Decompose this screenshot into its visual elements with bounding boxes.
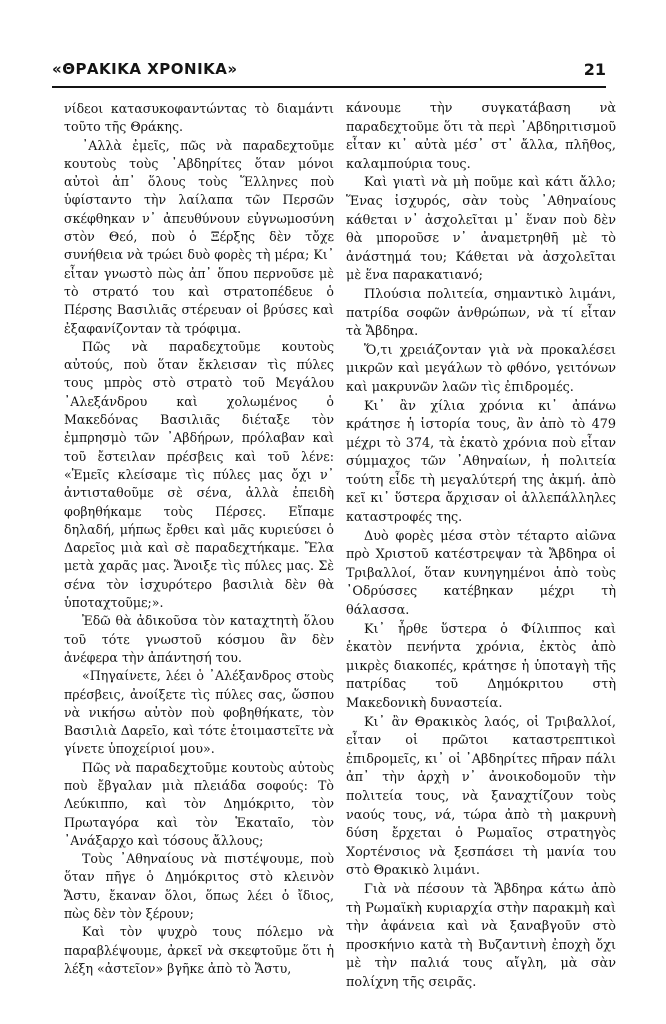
paragraph: Πῶς νὰ παραδεχτοῦμε κουτοὺς αὐτούς, ποὺ ὅταν ἔκλεισαν τὶς πύλες τους μπρὸς στὸ στρατὸ τοῦ Μεγάλου ᾿Αλεξάνδρου καὶ χολωμένος ὁ Μακεδόνας Βασιλιᾶς διέταξε τὸν ἐμπρησμὸ τῶν ᾿Αβδήρων, πρόλαβαν καὶ τοῦ ἔστειλαν πρέσβεις καὶ τοῦ λένε: «Ἐμεῖς κλείσαμε τὶς πύλες μας ὄχι ν᾿ ἀντισταθοῦμε σὲ σένα, ἀλλὰ ἐπειδὴ φοβηθήκαμε τοὺς Πέρσες. Εἴπαμε δηλαδή, μήπως ἔρθει καὶ μᾶς κυριεύσει ὁ Δαρεῖος μιὰ καὶ σὲ παραδεχτήκαμε. Ἔλα μετὰ χαρᾶς μας. Ἄνοιξε τὶς πύλες μας. Σὲ σένα τὸν ἰσχυρότερο βασιλιὰ δὲν θὰ ὑποταχτοῦμε;».	[64, 338, 334, 611]
paragraph: κάνουμε τὴν συγκατάβαση νὰ παραδεχτοῦμε ὅτι τὰ περὶ ᾿Αβδηριτισμοῦ εἶταν κι᾿ αὐτὰ μέσ᾿ στ᾿ ἄλλα, πλῆθος, καλαμπούρια τους.	[346, 101, 616, 172]
header-rule	[52, 86, 606, 88]
paragraph: Πλούσια πολιτεία, σημαντικὸ λιμάνι, πατρίδα σοφῶν ἀνθρώπων, νὰ τί εἶταν τὰ Ἄβδηρα.	[346, 286, 616, 340]
page-number: 21	[583, 60, 606, 79]
paragraph: Τοὺς ᾿Αθηναίους νὰ πιστέψουμε, ποὺ ὅταν πῆγε ὁ Δημόκριτος στὸ κλεινὸν Ἄστυ, ἔκαναν ὅλοι, ὅπως λέει ὁ ἴδιος, πὼς δὲν τὸν ξέρουν;	[64, 851, 334, 922]
paragraph: Κι᾿ ἂν Θρακικὸς λαός, οἱ Τριβαλλοί, εἶταν οἱ πρῶτοι καταστρεπτικοὶ ἐπιδρομεῖς, κι᾿ οἱ ᾿Αβδηρίτες πῆραν πάλι ἀπ᾿ τὴν ἀρχὴ ν᾿ ἀνοικοδομοῦν τὴν πολιτεία τους, νὰ ξαναχτίζουν τοὺς ναούς τους, νά, τώρα ἀπὸ τὴ μακρυνὴ δύση ἔρχεται ὁ Ρωμαῖος στρατηγὸς Χορτένσιος νὰ ξεσπάσει τὴ μανία του στὸ Θρακικὸ λιμάνι.	[346, 714, 616, 879]
paragraph: Καὶ γιατὶ νὰ μὴ ποῦμε καὶ κάτι ἄλλο; Ἕνας ἰσχυρός, σὰν τοὺς ᾿Αθηναίους κάθεται ν᾿ ἀσχολεῖται μ᾿ ἕναν ποὺ δὲν θὰ μποροῦσε ν᾿ ἀναμετρηθῆ μὲ τὸ ἀνάστημά του; Κάθεται νὰ ἀσχολεῖται μὲ ἕνα παρακατιανό;	[346, 175, 616, 284]
paragraph: νίδεοι κατασυκοφαντώντας τὸ διαμάντι τοῦτο τῆς Θράκης.	[64, 101, 334, 135]
paragraph: Ὅ,τι χρειάζονταν γιὰ νὰ προκαλέσει μικρῶν καὶ μεγάλων τὸ φθόνο, γειτόνων καὶ μακρυνῶν λαῶν τὶς ἐπιδρομές.	[346, 342, 616, 395]
paragraph: Κι᾿ ἦρθε ὕστερα ὁ Φίλιππος καὶ ἑκατὸν πενήντα χρόνια, ἐκτὸς ἀπὸ μικρὲς διακοπές, κράτησε ἡ ὑποταγὴ τῆς πατρίδας τοῦ Δημόκριτου στὴ Μακεδονικὴ δυναστεία.	[346, 621, 616, 711]
paragraph: Δυὸ φορὲς μέσα στὸν τέταρτο αἰῶνα πρὸ Χριστοῦ κατέστρεψαν τὰ Ἄβδηρα οἱ Τριβαλλοί, ὅταν κυνηγημένοι ἀπὸ τοὺς ᾿Οδρύσσες κατέβηκαν μέχρι τὴ θάλασσα.	[346, 528, 616, 619]
paragraph: Καὶ τὸν ψυχρὸ τους πόλεμο νὰ παραβλέψουμε, ἀρκεῖ νὰ σκεφτοῦμε ὅτι ἡ λέξη «ἀστεῖον» βγῆκε ἀπὸ τὸ Ἄστυ,	[64, 924, 334, 976]
running-title: «ΘΡΑΚΙΚΑ ΧΡΟΝΙΚΑ»	[52, 60, 238, 78]
paragraph: Κι᾿ ἂν χίλια χρόνια κι᾿ ἀπάνω κράτησε ἡ ἱστορία τους, ἂν ἀπὸ τὸ 479 μέχρι τὸ 374, τὰ ἑκατὸ χρόνια ποὺ εἶταν σύμμαχος τῶν ᾿Αθηναίων, ἡ πολιτεία τούτη εἶδε τὴ μεγαλύτερή της ἀκμή. ἀπὸ κεῖ κι᾿ ὕστερα ἄρχισαν οἱ ἀλλεπάλληλες καταστροφές της.	[346, 398, 616, 526]
left-column	[64, 100, 334, 978]
paragraph: ᾿Αλλὰ ἐμεῖς, πῶς νὰ παραδεχτοῦμε κουτοὺς τοὺς ᾿Αβδηρίτες ὅταν μόνοι αὐτοὶ ἀπ᾿ ὅλους τοὺς Ἕλληνες ποὺ ὑφίσταντο τὴν λαίλαπα τῶν Περσῶν σκέφθηκαν ν᾿ ἀπευθύνουν εὐγνωμοσύνη στὸν Θεό, ποὺ ὁ Ξέρξης δὲν τὄχε συνήθεια νὰ τρώει δυὸ φορὲς τὴ μέρα; Κι᾿ εἶταν γνωστὸ πὼς ἀπ᾿ ὅπου περνοῦσε μὲ τὸ στρατό του καὶ στρατοπέδευε ὁ Πέρσης Βασιλιᾶς στέρευαν οἱ βρύσες καὶ ἐξαφανίζονταν τὰ τρόφιμα.	[64, 137, 334, 336]
paragraph: Γιὰ νὰ πέσουν τὰ Ἄβδηρα κάτω ἀπὸ τὴ Ρωμαϊκὴ κυριαρχία στὴν παρακμὴ καὶ τὴν ἀφάνεια καὶ νὰ ξαναβγοῦν στὸ προσκήνιο κατὰ τὴ Βυζαντινὴ ἐποχὴ ὄχι μὲ τὴν παλιά τους αἴγλη, μὰ σὰν πολίχνη τῆς σειρᾶς.	[346, 881, 616, 990]
paragraph: Ἐδῶ θὰ ἀδικοῦσα τὸν καταχτητὴ ὅλου τοῦ τότε γνωστοῦ κόσμου ἂν δὲν ἀνέφερα τὴν ἀπάντησή του.	[64, 613, 334, 665]
paragraph: «Πηγαίνετε, λέει ὁ ᾿Αλέξανδρος στοὺς πρέσβεις, ἀνοίξετε τὶς πύλες σας, ὥσπου νὰ νικήσω αὐτὸν ποὺ φοβηθήκατε, τὸν Βασιλιὰ Δαρεῖο, καὶ τότε ἑτοιμαστεῖτε νὰ γίνετε ὑποχείριοί μου».	[64, 668, 334, 757]
paragraph: Πῶς νὰ παραδεχτοῦμε κουτοὺς αὐτοὺς ποὺ ἔβγαλαν μιὰ πλειάδα σοφούς: Τὸ Λεύκιππο, καὶ τὸν Δημόκριτο, τὸν Πρωταγόρα καὶ τὸν Ἑκαταῖο, τὸν ᾿Ανάξαρχο καὶ τόσους ἄλλους;	[64, 759, 334, 848]
page-header	[52, 60, 606, 86]
right-column	[346, 100, 616, 993]
